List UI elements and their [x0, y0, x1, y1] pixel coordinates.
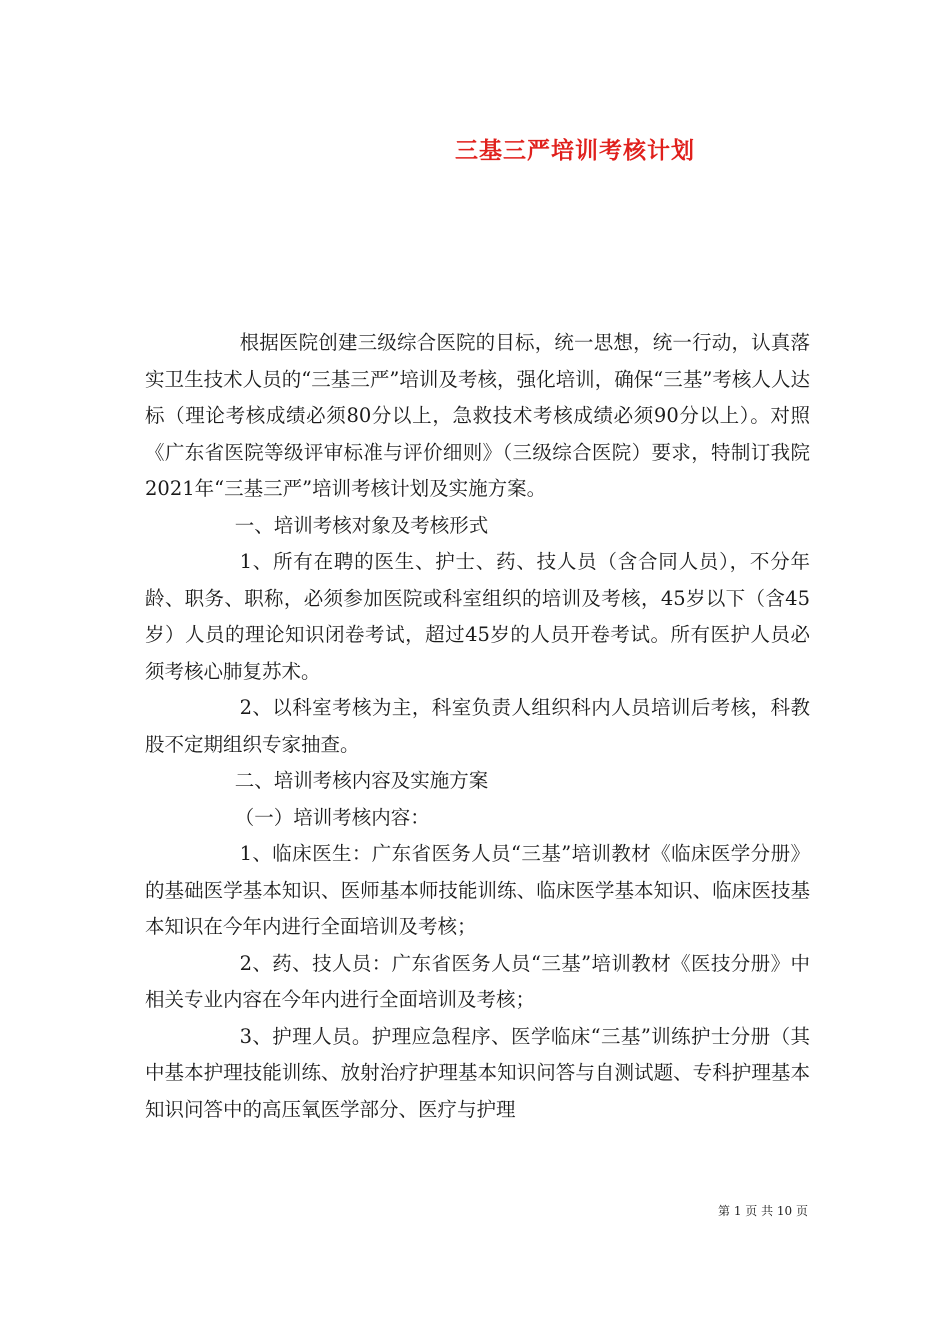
paragraph-2-1-3: 3、护理人员。护理应急程序、医学临床“三基”训练护士分册（其中基本护理技能训练、放射治疗护理基本知识问答与自测试题、专科护理基本知识问答中的高压氧医学部分、医疗与护理 [145, 1024, 810, 1121]
document-title: 三基三严培训考核计划 [455, 137, 695, 164]
paragraph-2-1-2: 2、药、技人员：广东省医务人员“三基”培训教材《医技分册》中相关专业内容在今年内进行全面培训及考核； [145, 951, 810, 1011]
paragraph-2-1-1: 1、临床医生：广东省医务人员“三基”培训教材《临床医学分册》的基础医学基本知识、医师基本师技能训练、临床医学基本知识、临床医技基本知识在今年内进行全面培训及考核； [145, 842, 810, 938]
section-heading-2: 二、培训考核内容及实施方案 [234, 769, 489, 792]
document-body [145, 325, 810, 1128]
paragraph-intro: 根据医院创建三级综合医院的目标，统一思想，统一行动，认真落实卫生技术人员的“三基三严”培训及考核，强化培训，确保“三基”考核人人达标（理论考核成绩必须80分以上，急救技术考核成绩必须90分以上）。对照《广东省医院等级评审标准与评价细则》（三级综合医院）要求，特制订我院2021年“三基三严”培训考核计划及实施方案。 [145, 331, 810, 500]
subsection-heading-2-1: （一）培训考核内容： [234, 805, 430, 829]
paragraph-1-1: 1、所有在聘的医生、护士、药、技人员（含合同人员），不分年龄、职务、职称，必须参加医院或科室组织的培训及考核，45岁以下（含45岁）人员的理论知识闭卷考试，超过45岁的人员开卷考试。所有医护人员必须考核心肺复苏术。 [145, 550, 810, 683]
section-heading-1: 一、培训考核对象及考核形式 [234, 513, 489, 537]
paragraph-1-2: 2、以科室考核为主，科室负责人组织科内人员培训后考核，科教股不定期组织专家抽查。 [145, 696, 810, 756]
page-number: 第 1 页 共 10 页 [718, 1204, 808, 1218]
